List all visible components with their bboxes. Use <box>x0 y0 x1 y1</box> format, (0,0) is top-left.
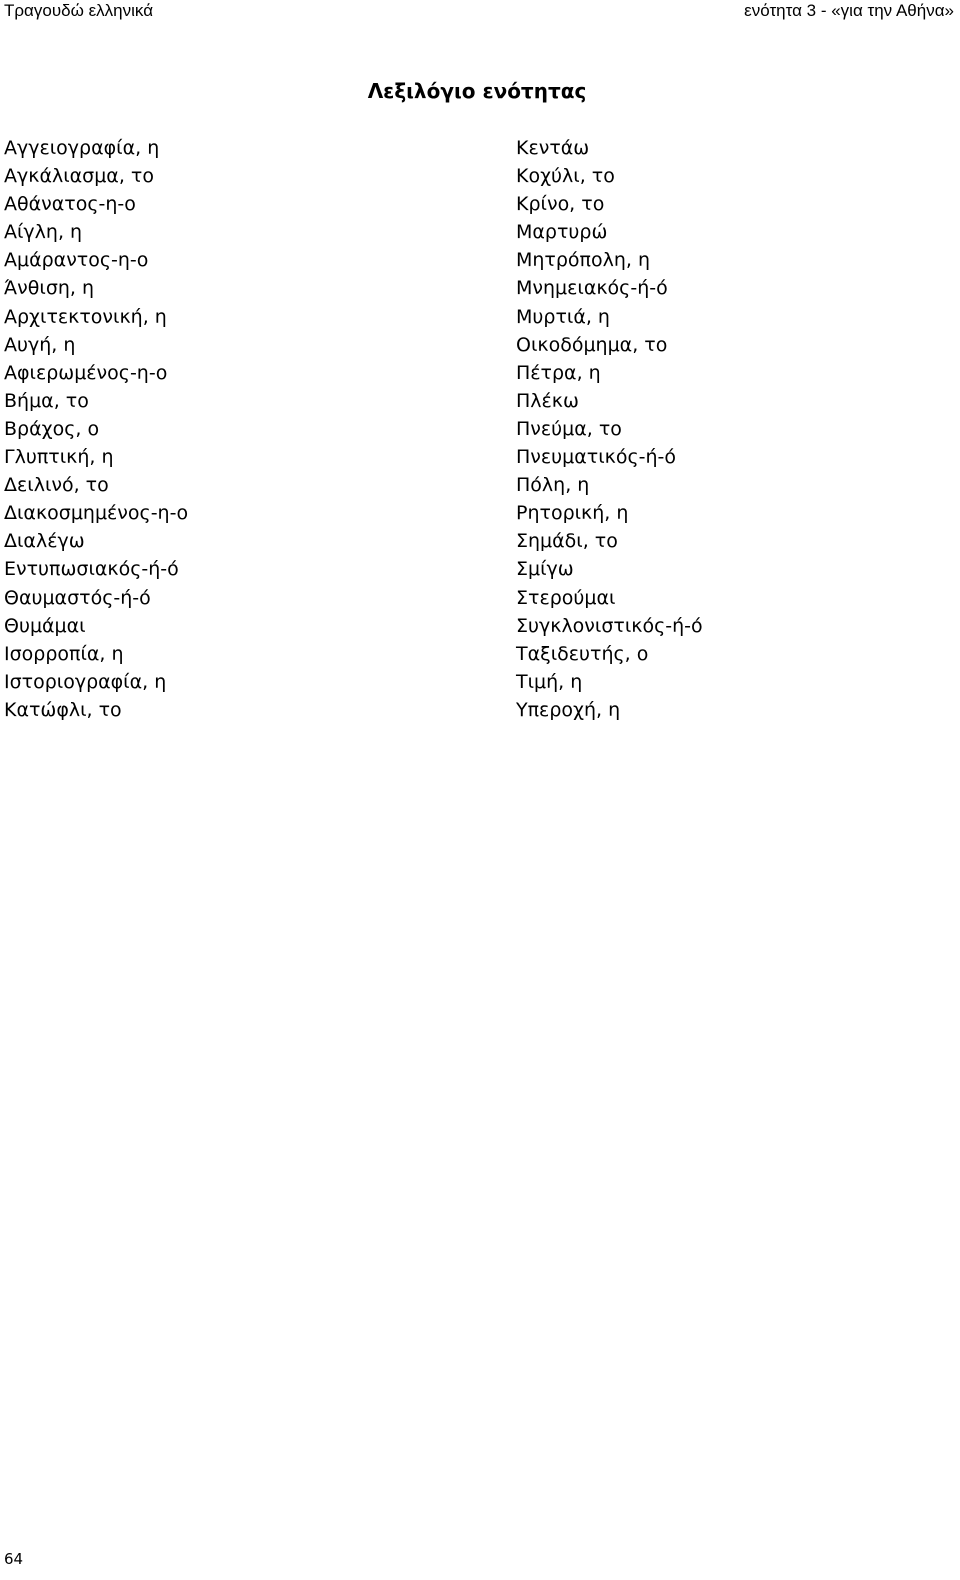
vocabulary-item: Ιστοριογραφία, η <box>4 670 167 693</box>
vocabulary-item: Αυγή, η <box>4 333 76 356</box>
vocabulary-item: Αγγειογραφία, η <box>4 137 160 159</box>
vocabulary-item: Θυμάμαι <box>4 614 86 637</box>
vocabulary-item: Ισορροπία, η <box>4 642 124 665</box>
vocabulary-item: Οικοδόμημα, το <box>516 333 668 356</box>
vocabulary-item: Πνεύμα, το <box>516 417 622 440</box>
section-title: Λεξιλόγιο ενότητας <box>367 79 587 103</box>
header-unit-title: ενότητα 3 - «για την Αθήνα» <box>744 1 954 20</box>
vocabulary-item: Σημάδι, το <box>516 530 618 553</box>
vocabulary-item: Βήμα, το <box>4 389 89 412</box>
vocabulary-item: Θαυμαστός-ή-ό <box>4 586 151 609</box>
vocabulary-item: Τιμή, η <box>516 670 583 693</box>
vocabulary-item: Αίγλη, η <box>4 221 83 244</box>
vocabulary-item: Δειλινό, το <box>4 474 109 497</box>
vocabulary-item: Πέτρα, η <box>516 361 601 384</box>
vocabulary-item: Ρητορική, η <box>516 502 629 525</box>
vocabulary-item: Μνημειακός-ή-ό <box>516 277 668 300</box>
vocabulary-item: Αμάραντος-η-ο <box>4 249 149 272</box>
vocabulary-item: Στερούμαι <box>516 586 616 609</box>
page-number: 64 <box>4 1550 24 1568</box>
vocabulary-item: Αφιερωμένος-η-ο <box>4 361 168 384</box>
vocabulary-item: Υπεροχή, η <box>516 698 621 721</box>
vocabulary-item: Συγκλονιστικός-ή-ό <box>516 614 703 637</box>
vocabulary-item: Διακοσμημένος-η-ο <box>4 502 189 525</box>
vocabulary-item: Αθάνατος-η-ο <box>4 193 136 216</box>
vocabulary-item: Διαλέγω <box>4 530 85 553</box>
vocabulary-item: Ταξιδευτής, ο <box>516 642 649 665</box>
vocabulary-item: Εντυπωσιακός-ή-ό <box>4 558 179 581</box>
vocabulary-item: Μυρτιά, η <box>516 305 610 328</box>
vocabulary-item: Αγκάλιασμα, το <box>4 165 154 188</box>
vocabulary-item: Κεντάω <box>516 137 590 159</box>
vocabulary-item: Άνθιση, η <box>4 277 95 300</box>
vocabulary-item: Πνευματικός-ή-ό <box>516 446 676 469</box>
vocabulary-item: Κοχύλι, το <box>516 165 615 188</box>
vocabulary-item: Πλέκω <box>516 389 579 412</box>
vocabulary-item: Κρίνο, το <box>516 193 605 216</box>
vocabulary-item: Αρχιτεκτονική, η <box>4 305 167 328</box>
vocabulary-column-left <box>4 134 188 724</box>
vocabulary-column-right <box>516 134 703 724</box>
vocabulary-item: Γλυπτική, η <box>4 446 114 469</box>
vocabulary-item: Σμίγω <box>516 558 574 581</box>
header-book-title: Τραγουδώ ελληνικά <box>4 1 154 20</box>
vocabulary-item: Μητρόπολη, η <box>516 249 651 272</box>
vocabulary-item: Μαρτυρώ <box>516 221 608 244</box>
vocabulary-item: Κατώφλι, το <box>4 698 122 721</box>
vocabulary-item: Πόλη, η <box>516 474 590 497</box>
vocabulary-item: Βράχος, ο <box>4 417 100 440</box>
